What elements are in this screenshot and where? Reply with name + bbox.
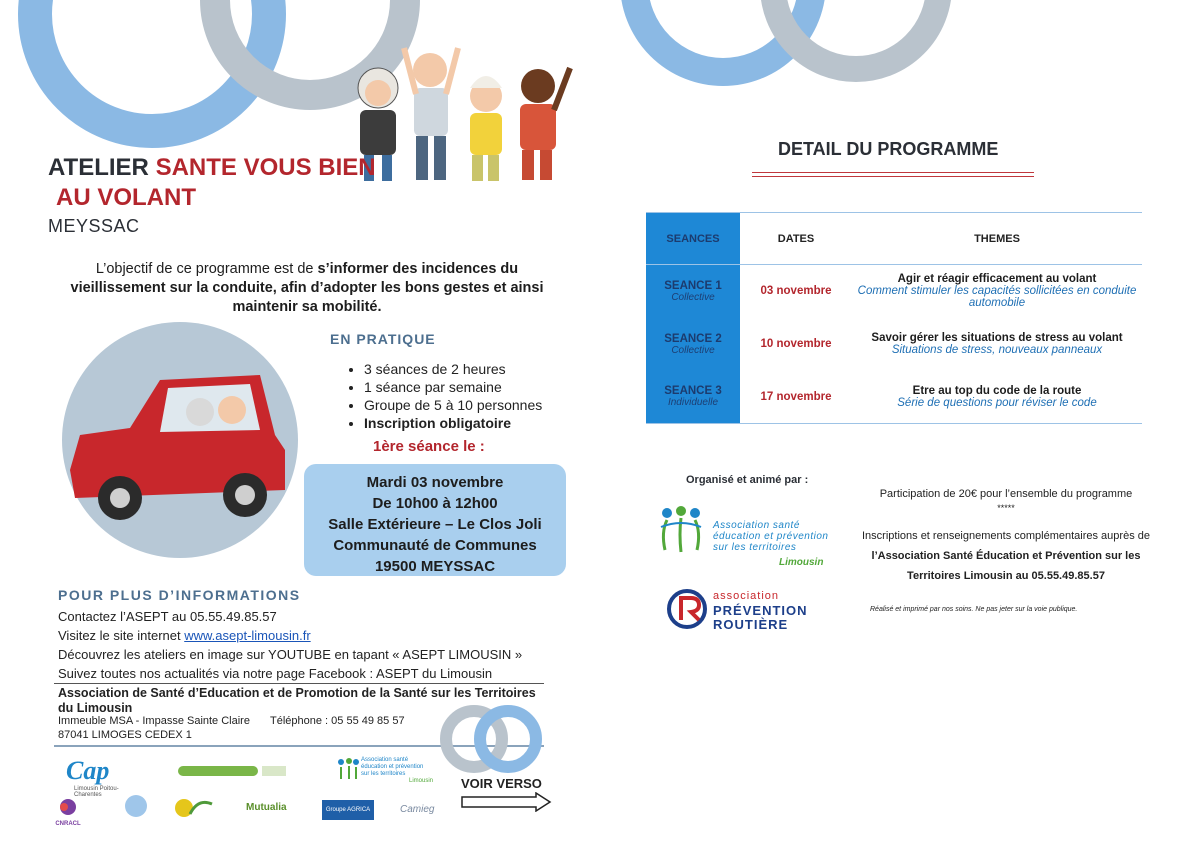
inscriptions-text: Inscriptions et renseignements complémentaires auprès de: [862, 530, 1150, 542]
pr-logo-line2: PRÉVENTION: [713, 603, 808, 618]
association-name: Association de Santé d’Education et de Promotion de la Santé sur les Territoires du Limousin: [58, 686, 536, 715]
asept-small-region: Limousin: [408, 778, 433, 784]
website-line: [58, 626, 548, 645]
asept-logo-line1: Association santé: [713, 520, 800, 531]
agrica-logo: Groupe AGRICA: [322, 800, 374, 820]
first-session-time: De 10h00 à 12h00: [372, 495, 498, 512]
more-info-block: [58, 607, 548, 683]
table-row: [646, 371, 1142, 424]
arrow-right-icon: [460, 792, 554, 812]
header-themes: THEMES: [974, 232, 1020, 245]
divider: [54, 683, 544, 684]
date-cell: 03 novembre: [760, 285, 832, 298]
participation-text: Participation de 20€ pour l’ensemble du programme: [879, 488, 1133, 500]
seance-mode: Individuelle: [667, 397, 719, 409]
header-seances: SEANCES: [646, 213, 740, 265]
address-line2: 87041 LIMOGES CEDEX 1: [58, 729, 192, 741]
seance-cell: [646, 371, 740, 424]
asept-logo-line2: éducation et prévention: [713, 531, 829, 542]
practice-item: • 3 séances de 2 heures: [364, 360, 584, 378]
partner-logo-round: [125, 795, 147, 817]
partner-logo-green: [178, 762, 288, 784]
asept-logo: [655, 505, 835, 571]
organised-by-label: Organisé et animé par :: [686, 474, 809, 486]
page-title-line2: AU VOLANT: [56, 184, 196, 211]
asept-people-icon: [655, 505, 711, 557]
assoc-line2: Territoires Limousin au 05.55.49.85.57: [907, 570, 1105, 582]
header-dates: DATES: [777, 232, 815, 245]
asept-people-icon: [335, 757, 361, 781]
green-banner-icon: [178, 762, 288, 784]
practice-item: • Groupe de 5 à 10 personnes: [364, 396, 584, 414]
program-heading: DETAIL DU PROGRAMME: [778, 139, 999, 159]
contact-line: Contactez l’ASEPT au 05.55.49.85.57: [58, 609, 277, 624]
seance-label: SEANCE 2: [664, 332, 722, 345]
objective-intro: L’objectif de ce programme est de: [95, 261, 318, 277]
practice-list: [346, 360, 584, 432]
seance-label: SEANCE 1: [664, 279, 722, 292]
cap-logo-text: Cap: [66, 756, 110, 785]
car-illustration: [60, 320, 305, 565]
theme-subtitle: Série de questions pour réviser le code: [897, 396, 1097, 409]
theme-cell: [852, 265, 1142, 318]
theme-title: Savoir gérer les situations de stress au volant: [871, 332, 1123, 344]
theme-title: Etre au top du code de la route: [912, 384, 1082, 397]
heading-underline: [752, 172, 1034, 173]
cnracl-logo: [50, 798, 86, 827]
theme-subtitle: Comment stimuler les capacités sollicitées en conduite automobile: [857, 285, 1137, 310]
asept-logo-region: Limousin: [779, 557, 824, 568]
asept-small-logo: [335, 757, 433, 784]
cap-logo: [66, 756, 136, 796]
asept-logo-text: [713, 520, 828, 553]
mutualia-logo: Mutualia: [246, 802, 287, 813]
first-session-place1: Salle Extérieure – Le Clos Joli: [328, 516, 542, 533]
practice-item: • 1 séance par semaine: [364, 378, 584, 396]
participation-block: [846, 486, 1166, 513]
facebook-line: Suivez toutes nos actualités via notre page Facebook : ASEPT du Limousin: [58, 666, 493, 681]
phone-line: Téléphone : 05 55 49 85 57: [270, 715, 405, 727]
objective-highlight: s’informer des incidences du vieillissement sur la conduite, afin d’adopter les bons gestes et ainsi maintenir sa mobilité.: [70, 261, 544, 315]
partner-logo-leaf: [174, 796, 218, 820]
website-prefix: Visitez le site internet: [58, 628, 185, 643]
seance-mode: Collective: [671, 291, 715, 303]
heading-underline: [752, 176, 1034, 177]
title-atelier: ATELIER: [48, 154, 156, 181]
table-row: [646, 318, 1142, 371]
date-cell: 10 novembre: [760, 338, 832, 350]
theme-cell: [852, 318, 1142, 371]
cap-logo-subtitle: Limousin Poitou-Charentes: [74, 786, 119, 798]
website-link[interactable]: www.asept-limousin.fr: [184, 628, 311, 643]
address-line1: Immeuble MSA - Impasse Sainte Claire: [58, 715, 250, 727]
printed-notice: Réalisé et imprimé par nos soins. Ne pas jeter sur la voie publique.: [870, 606, 1078, 613]
inscriptions-block: [836, 526, 1176, 586]
table-header-row: [646, 213, 1142, 265]
first-session-label: 1ère séance le :: [373, 438, 485, 455]
title-sante-vous-bien: SANTE VOUS BIEN: [155, 154, 376, 181]
prevention-routiere-r-icon: [667, 588, 707, 630]
decor-circle: [760, 0, 952, 82]
theme-cell: [852, 371, 1142, 424]
first-session-place2: Communauté de Communes: [333, 537, 537, 554]
asept-small-text: Association santé éducation et prévention sur les territoires: [361, 757, 424, 777]
page-title-line1: [48, 153, 376, 183]
seance-mode: Collective: [671, 344, 715, 356]
seance-cell: [646, 318, 740, 371]
pr-logo-line3: ROUTIÈRE: [713, 617, 789, 632]
asept-logo-line3: sur les territoires: [713, 542, 797, 553]
stars-separator: *****: [997, 503, 1015, 513]
program-table: [646, 212, 1142, 424]
voir-verso-label: VOIR VERSO: [461, 776, 542, 791]
pr-logo-line1: association: [713, 590, 780, 602]
first-session-place3: 19500 MEYSSAC: [374, 558, 496, 575]
decor-circle: [474, 705, 542, 773]
prevention-routiere-logo: [667, 588, 827, 634]
cnracl-symbol-icon: [56, 798, 80, 816]
more-info-heading: POUR PLUS D’INFORMATIONS: [58, 587, 301, 603]
cnracl-text: CNRACL: [55, 821, 81, 827]
date-cell: 17 novembre: [760, 390, 832, 403]
camieg-logo: Camieg: [400, 804, 435, 815]
seance-cell: [646, 265, 740, 318]
first-session-date: Mardi 03 novembre: [366, 474, 504, 491]
first-session-box: [304, 464, 566, 576]
practice-item: • Inscription obligatoire: [364, 414, 584, 432]
assoc-line1: l’Association Santé Éducation et Prévention sur les: [871, 550, 1141, 562]
leaf-icon: [174, 796, 218, 820]
practice-heading: EN PRATIQUE: [330, 331, 436, 347]
table-row: [646, 265, 1142, 318]
theme-title: Agir et réagir efficacement au volant: [897, 273, 1097, 286]
location-label: MEYSSAC: [48, 216, 140, 236]
objective-text: [58, 260, 556, 317]
youtube-line: Découvrez les ateliers en image sur YOUTUBE en tapant « ASEPT LIMOUSIN »: [58, 647, 523, 662]
seance-label: SEANCE 3: [664, 385, 722, 398]
theme-subtitle: Situations de stress, nouveaux panneaux: [891, 344, 1103, 356]
